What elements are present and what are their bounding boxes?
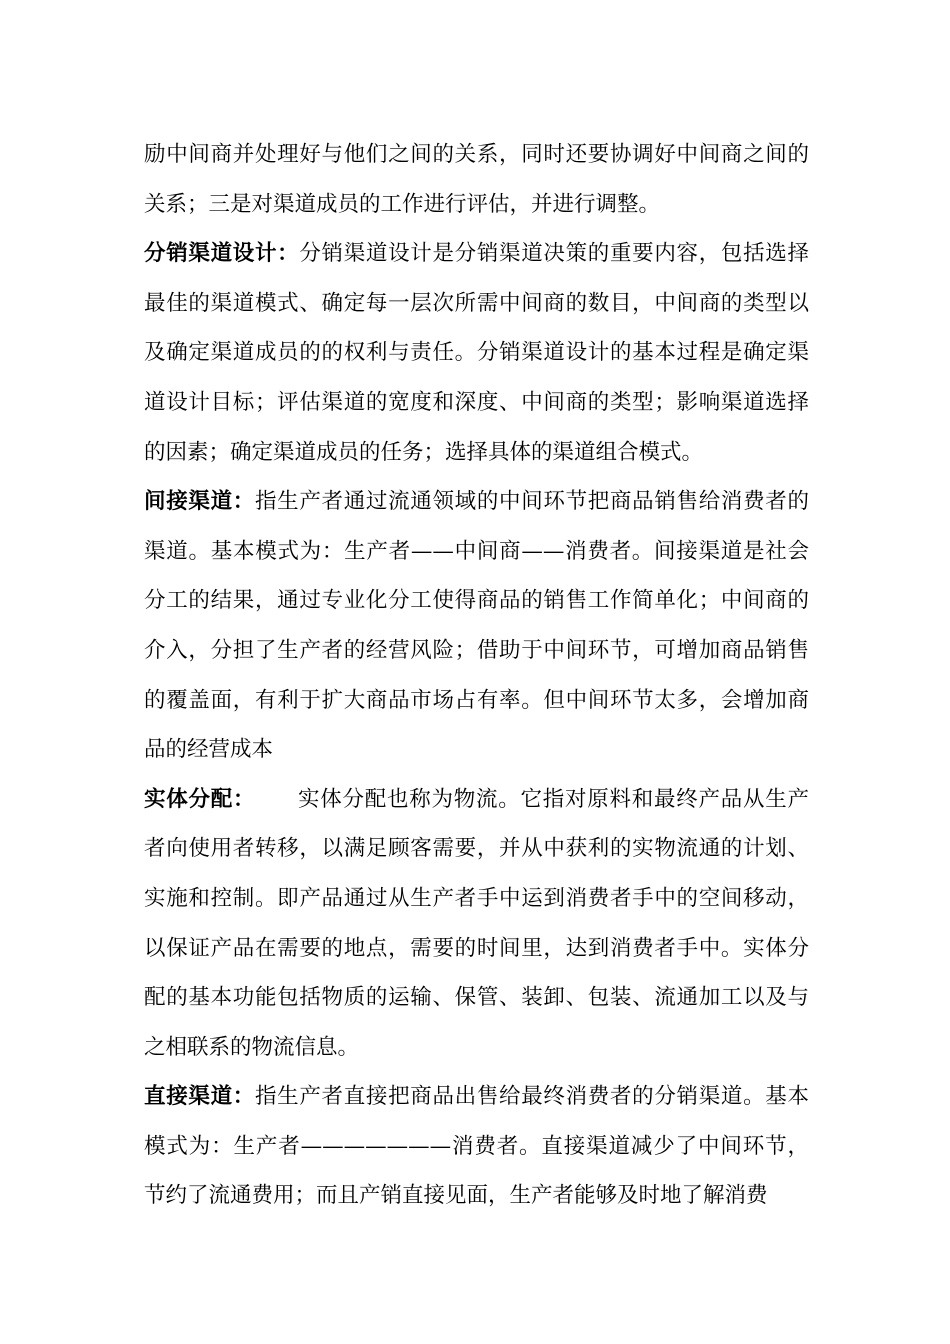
term-heading: 间接渠道：: [144, 489, 255, 515]
paragraph-text: 指生产者通过流通领域的中间环节把商品销售给消费者的渠道。基本模式为：生产者——中间商——消费者。间接渠道是社会分工的结果，通过专业化分工使得商品的销售工作简单化；中间商的介入，分担了生产者的经营风险；借助于中间环节，可增加商品销售的覆盖面，有利于扩大商品市场占有率。但中间环节太多，会增加商品的经营成本: [144, 489, 809, 763]
paragraph-physical-distribution: [144, 775, 809, 1073]
term-heading: 实体分配：: [144, 786, 256, 812]
paragraph-text: 实体分配也称为物流。它指对原料和最终产品从生产者向使用者转移，以满足顾客需要，并从中获利的实物流通的计划、实施和控制。即产品通过从生产者手中运到消费者手中的空间移动，以保证产品在需要的地点，需要的时间里，达到消费者手中。实体分配的基本功能包括物质的运输、保管、装卸、包装、流通加工以及与之相联系的物流信息。: [144, 786, 809, 1060]
term-heading: 分销渠道设计：: [144, 241, 300, 267]
paragraph-text: 分销渠道设计是分销渠道决策的重要内容，包括选择最佳的渠道模式、确定每一层次所需中间商的数目，中间商的类型以及确定渠道成员的的权利与责任。分销渠道设计的基本过程是确定渠道设计目标；评估渠道的宽度和深度、中间商的类型；影响渠道选择的因素；确定渠道成员的任务；选择具体的渠道组合模式。: [144, 241, 809, 465]
paragraph-continuation: [144, 130, 809, 229]
term-heading: 直接渠道：: [144, 1084, 255, 1110]
paragraph-text: 励中间商并处理好与他们之间的关系，同时还要协调好中间商之间的关系；三是对渠道成员的工作进行评估，并进行调整。: [144, 142, 809, 217]
paragraph-indirect-channel: [144, 477, 809, 775]
paragraph-direct-channel: [144, 1072, 809, 1221]
paragraph-text: 指生产者直接把商品出售给最终消费者的分销渠道。基本模式为：生产者———————消费者。直接渠道减少了中间环节，节约了流通费用；而且产销直接见面，生产者能够及时地了解消费: [144, 1084, 809, 1209]
document-body: [144, 130, 809, 1221]
paragraph-channel-design: [144, 229, 809, 477]
